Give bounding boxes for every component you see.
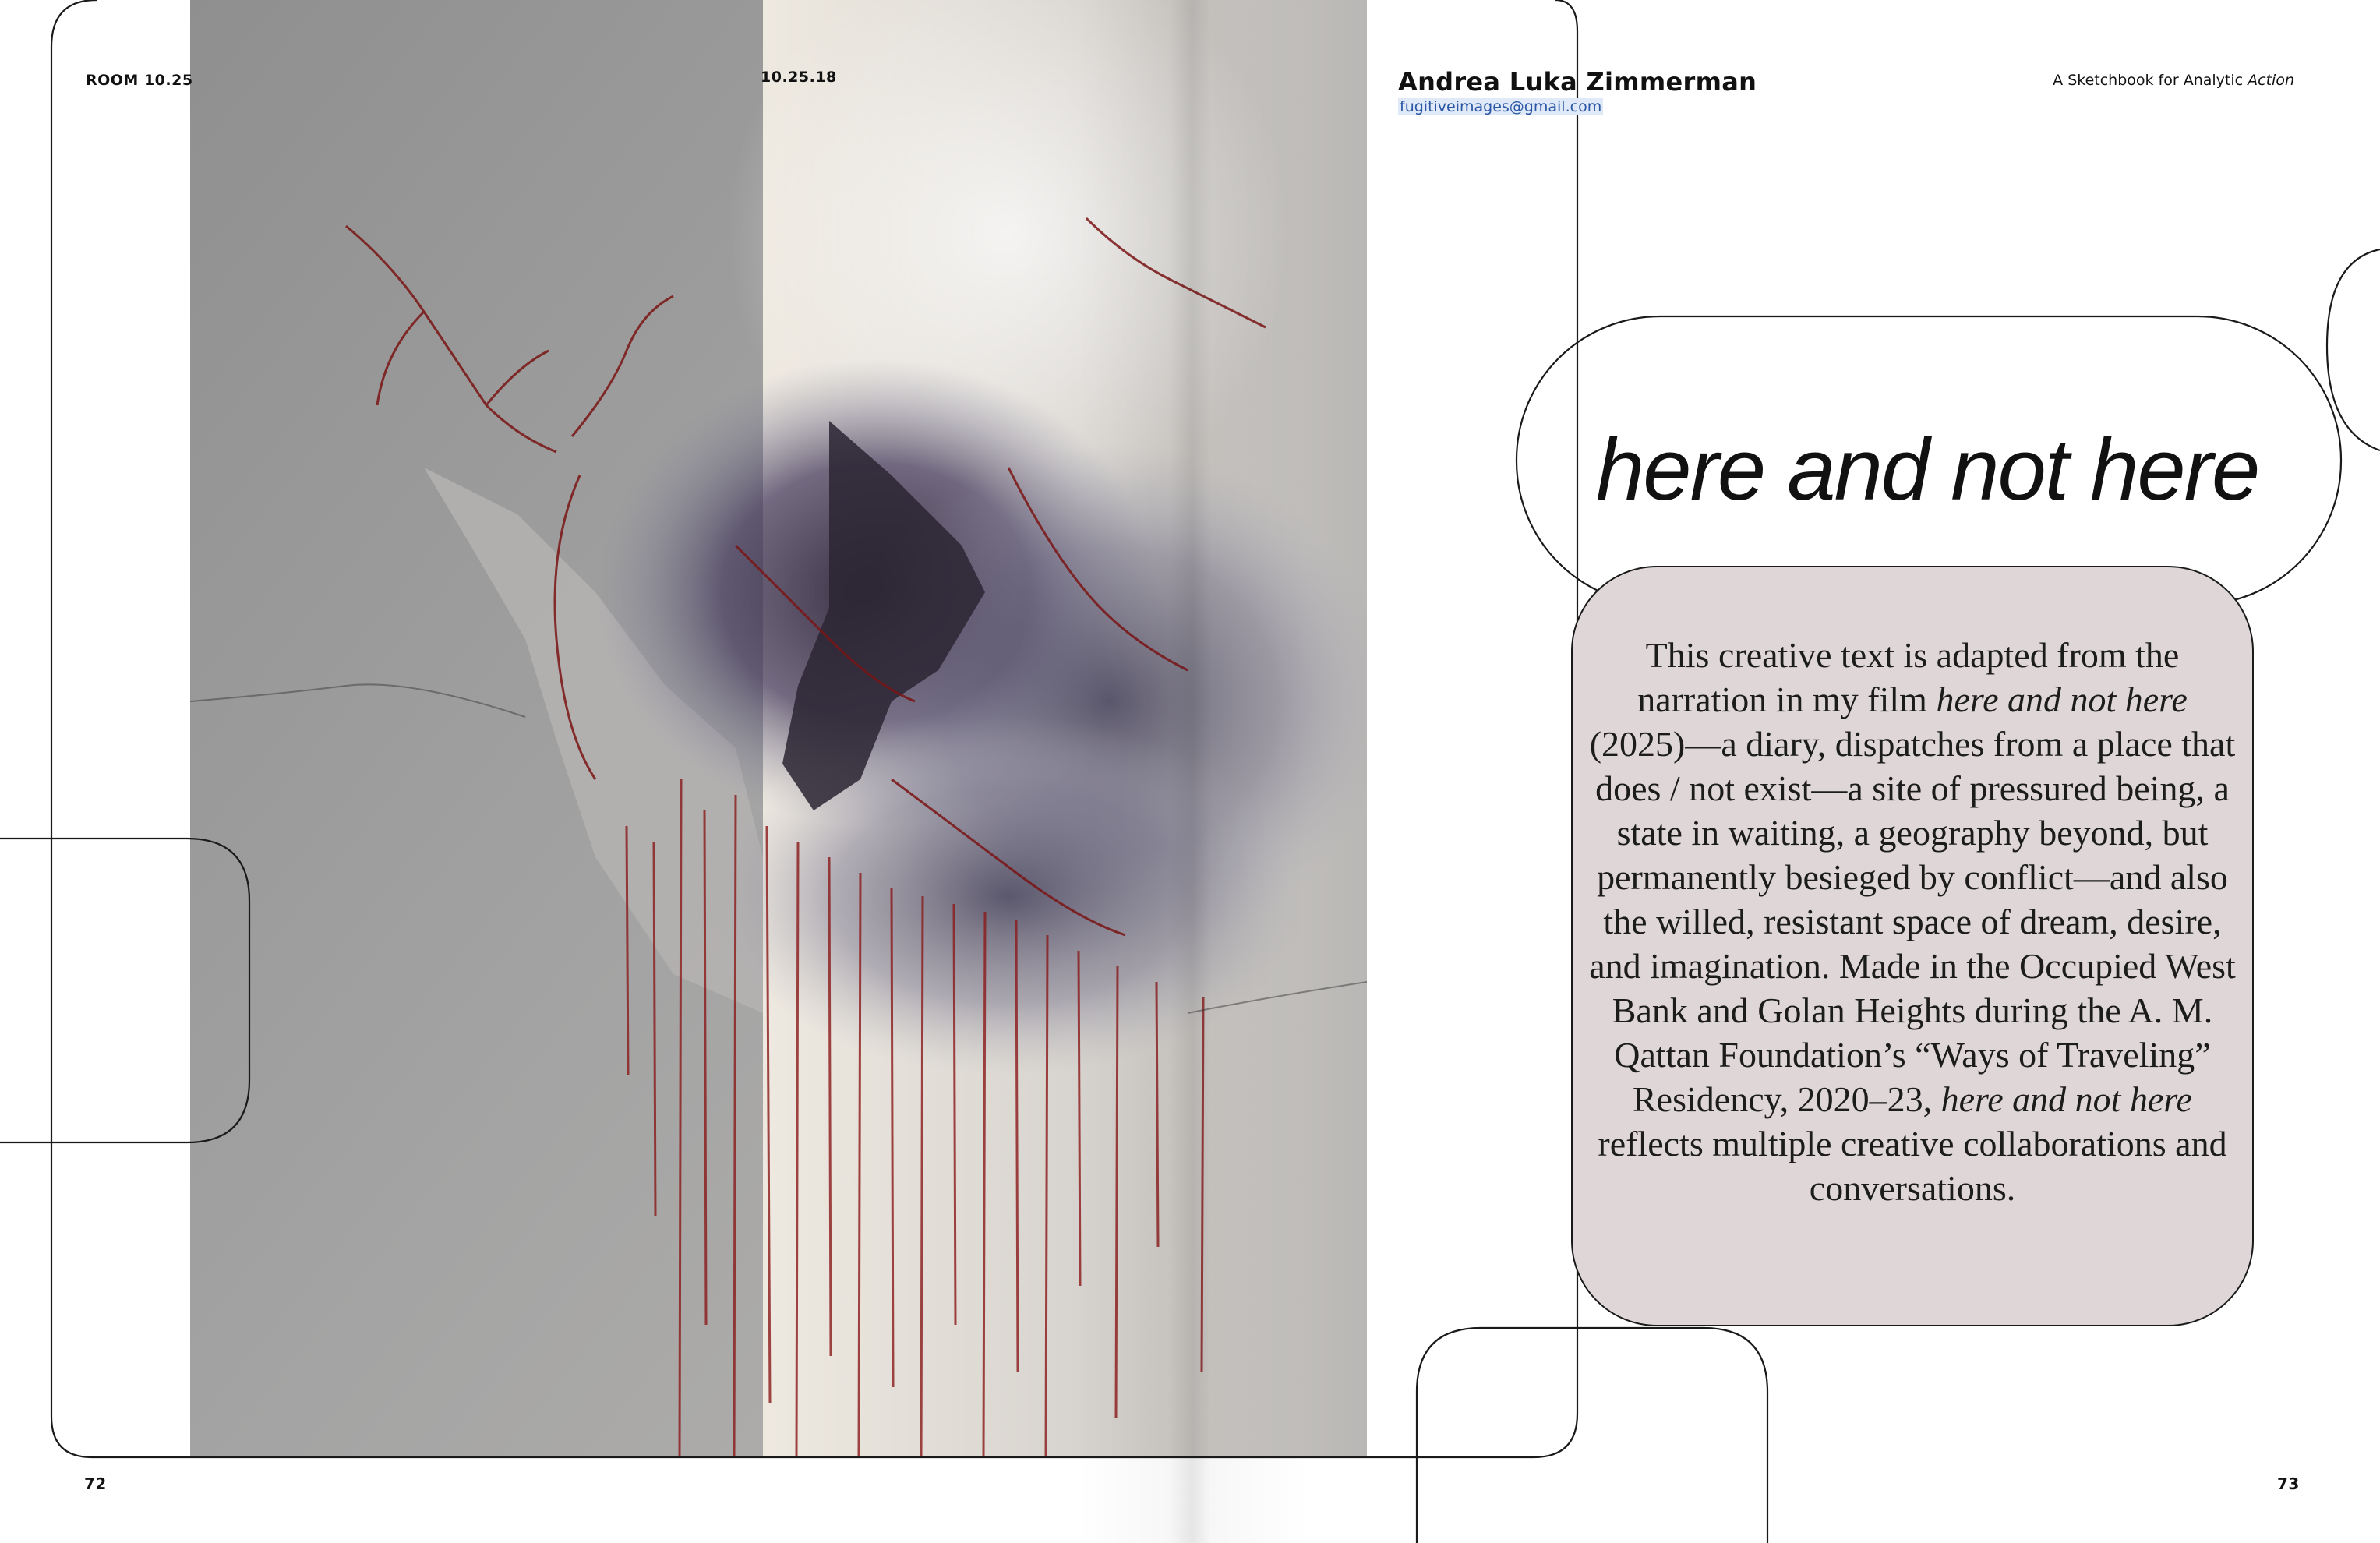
intro-film-title-1: here and not here	[1936, 680, 2188, 719]
author-name: Andrea Luka Zimmerman	[1398, 67, 1757, 97]
bottom-tab-outline	[1417, 1328, 1767, 1543]
article-title: here and not here	[1596, 421, 2259, 518]
intro-film-title-2: here and not here	[1940, 1079, 2192, 1119]
painted-wall-artwork	[190, 0, 1367, 1457]
intro-paragraph	[1587, 633, 2238, 1210]
room-label: ROOM 10.25	[86, 72, 193, 89]
page-number-right: 73	[2277, 1474, 2300, 1493]
author-email-link[interactable]: fugitiveimages@gmail.com	[1400, 98, 1602, 115]
page-number-left: 72	[84, 1474, 107, 1493]
book-title-text: A Sketchbook for Analytic	[2053, 72, 2244, 89]
author-block	[1398, 67, 1757, 115]
intro-text-1: This creative text is adapted from the narration in my film	[1637, 635, 2180, 719]
edge-pill-outline	[2327, 249, 2380, 450]
book-title-emphasis: Action	[2248, 72, 2294, 89]
book-title	[2053, 72, 2294, 89]
intro-text-3: reflects multiple creative collaborations and conversations.	[1598, 1124, 2227, 1208]
issue-date: 10.25.18	[761, 69, 837, 86]
intro-text-2: (2025)—a diary, dispatches from a place that does / not exist—a site of pressured being, a state in waiting, a geography beyond, but permanently besieged by conflict—and also the willed, resistant space of dream, desire, and imagination. Made in the Occupied West Bank and Golan Heights during the A. M. Qattan Foundation’s “Ways of Traveling” Residency, 2020–23,	[1589, 724, 2236, 1119]
artwork-image	[190, 0, 1367, 1457]
